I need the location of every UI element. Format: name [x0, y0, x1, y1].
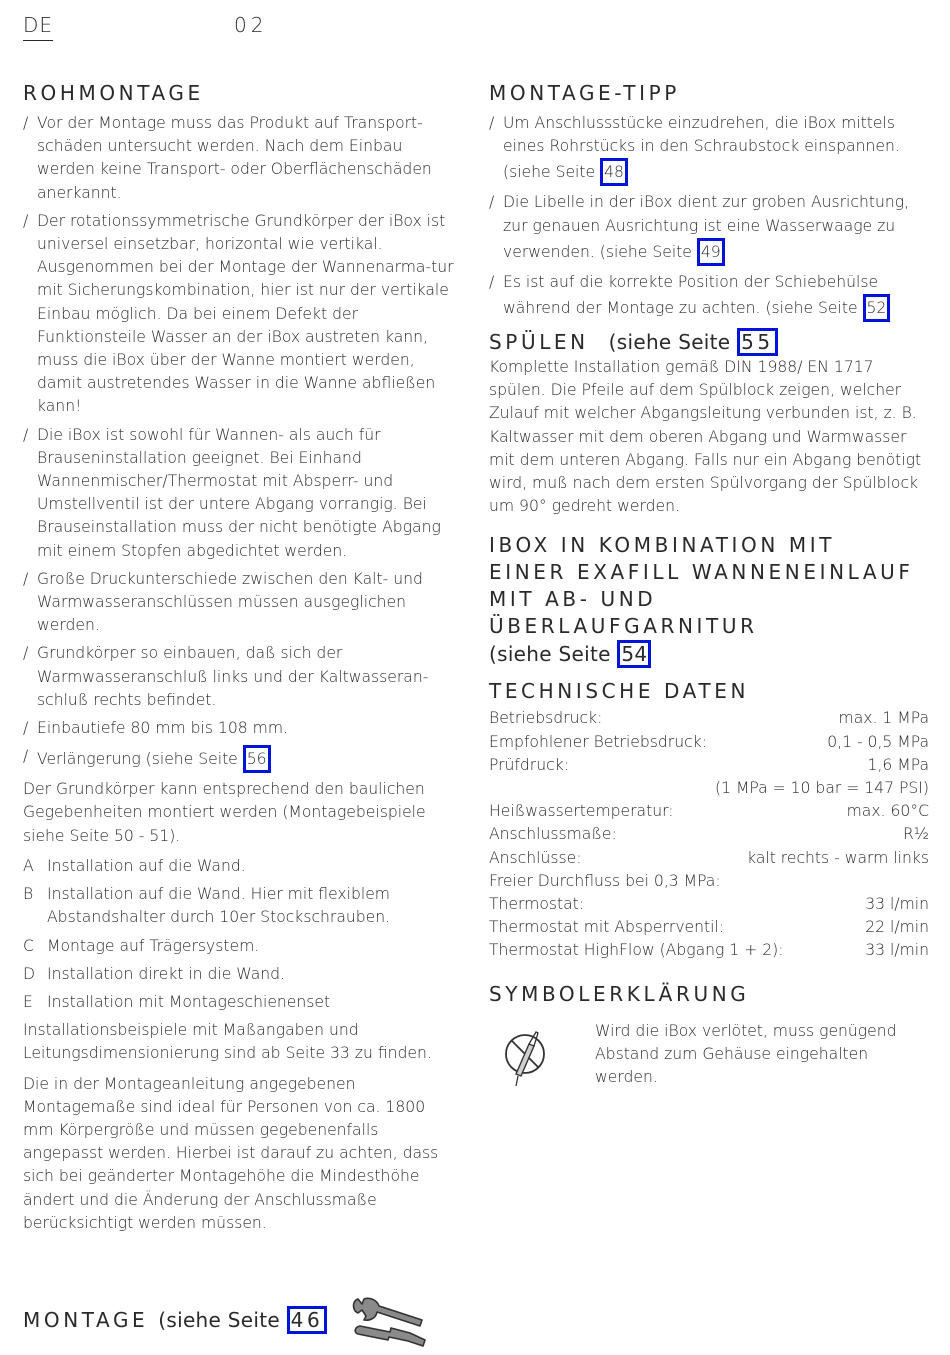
page-link-56[interactable]: 56 [243, 745, 271, 773]
tech-value: 33 l/min [865, 895, 929, 914]
ibox-title-line-3: MIT AB- UND ÜBERLAUFGARNITUR [489, 587, 758, 639]
tech-label: Anschlussmaße: [489, 825, 617, 844]
wrench-screwdriver-icon [350, 1296, 428, 1348]
tech-row [489, 939, 929, 962]
symbolerklaerung-heading: SYMBOLERKLÄRUNG [489, 981, 750, 1006]
tipp-bullet-3-text: Es ist auf die korrekte Position der Schiebehülse während der Montage zu achten. (siehe Seite [503, 272, 879, 318]
list-item-b [23, 883, 455, 929]
tech-label: Thermostat: [489, 895, 585, 914]
list-text: Installation direkt in die Wand. [47, 964, 285, 983]
technische-daten-heading: TECHNISCHE DATEN [489, 679, 750, 704]
tipp-bullet-2-text: Die Libelle in der iBox dient zur groben Ausrichtung, zur genauen Ausrichtung ist eine Wasserwaage zu verwenden. (siehe Seite [503, 193, 910, 261]
rohmontage-paragraph-3: Die in der Montageanleitung angegebenen Montagemaße sind ideal für Personen von ca. 1800 mm Körpergröße und müssen gegebenenfalls angepasst werden. Hierbei ist darauf zu achten, dass sich bei geänderter Montagehöhe die Mindesthöhe ändert und die Änderung der Anschlussmaße berücksichtigt werden müssen. [23, 1074, 439, 1232]
list-item-c [23, 935, 455, 958]
tipp-bullet-2 [489, 191, 929, 265]
tech-value: kalt rechts - warm links [747, 848, 929, 867]
tech-row [489, 870, 929, 893]
rohmontage-paragraph-1: Der Grundkörper kann entsprechend den baulichen Gegebenheiten montiert werden (Montagebeispiele siehe Seite 50 - 51). [23, 780, 426, 845]
tipp-bullet-1 [489, 112, 929, 186]
list-item-d [23, 963, 455, 986]
tech-row [489, 916, 929, 939]
spuelen-heading [489, 328, 929, 356]
rohmontage-heading: ROHMONTAGE [23, 81, 204, 105]
page-link-55[interactable]: 55 [737, 328, 778, 356]
list-text: Installation mit Montageschienenset [47, 992, 331, 1011]
tech-row [489, 731, 929, 754]
rohmontage-bullet-1: / Vor der Montage muss das Produkt auf Transport-schäden untersucht werden. Nach dem Einbau werden keine Transport- oder Oberflächenschäden anerkannt. [23, 112, 455, 205]
tech-label: Freier Durchfluss bei 0,3 MPa: [489, 871, 721, 890]
montage-title: MONTAGE [23, 1307, 149, 1332]
montage-heading [23, 1306, 327, 1334]
tech-label: Anschlüsse: [489, 848, 582, 867]
rohmontage-bullet-2: / Der rotationssymmetrische Grundkörper der iBox ist universel einsetzbar, horizontal wie vertikal. Ausgenommen bei der Montage der Wannenarma-tur mit Sicherungskombination, hier ist nur der vertikale Einbau möglich. Da bei einem Defekt der Funktionsteile Wasser an der iBox austreten kann, muss die iBox über der Wanne montiert werden, damit austretendes Wasser in die Wanne abfließen kann! [23, 210, 455, 419]
tech-label: Thermostat mit Absperrventil: [489, 918, 725, 937]
ibox-heading [489, 532, 929, 668]
tech-row [489, 847, 929, 870]
tech-value: max. 60°C [846, 802, 929, 821]
montage-tipp-heading: MONTAGE-TIPP [489, 81, 680, 105]
tech-row [489, 823, 929, 846]
rohmontage-bullet-6: / Einbautiefe 80 mm bis 108 mm. [23, 717, 455, 740]
ibox-ref: (siehe Seite [489, 642, 618, 667]
ibox-title-line-1: IBOX IN KOMBINATION MIT [489, 533, 836, 558]
list-text: Installation auf die Wand. [47, 856, 246, 875]
page-link-52[interactable]: 52 [863, 294, 891, 322]
tech-value: 22 l/min [865, 918, 929, 937]
list-letter: A [23, 856, 34, 875]
tipp-bullet-3 [489, 271, 929, 322]
rohmontage-paragraph-2: Installationsbeispiele mit Maßangaben und Leitungsdimensionierung sind ab Seite 33 zu finden. [23, 1021, 432, 1063]
list-text: Montage auf Trägersystem. [47, 936, 260, 955]
tech-value: max. 1 MPa [838, 709, 929, 728]
tech-value: R½ [903, 825, 929, 844]
list-letter: D [23, 964, 36, 983]
left-column [23, 80, 455, 1242]
rohmontage-bullet-verlaengerung [23, 745, 455, 773]
tech-value: 1,6 MPa [867, 755, 929, 774]
list-item-e [23, 991, 455, 1014]
tipp-bullet-1-text: Um Anschlussstücke einzudrehen, die iBox mittels eines Rohrstücks in den Schraubstock einspannen. (siehe Seite [503, 114, 900, 182]
no-soldering-icon [505, 1030, 551, 1090]
symbol-entry [489, 1020, 929, 1090]
tech-value: 0,1 - 0,5 MPa [827, 732, 929, 751]
tech-row [489, 800, 929, 823]
montage-ref: (siehe Seite [158, 1307, 287, 1332]
tech-value: (1 MPa = 10 bar = 147 PSI) [714, 779, 929, 798]
page-link-54[interactable]: 54 [617, 640, 651, 668]
spuelen-ref: (siehe Seite [608, 330, 738, 355]
list-letter: C [23, 936, 34, 955]
tech-label: Thermostat HighFlow (Abgang 1 + 2): [489, 941, 784, 960]
tech-value: 33 l/min [865, 941, 929, 960]
list-letter: E [23, 992, 33, 1011]
rohmontage-bullet-3: / Die iBox ist sowohl für Wannen- als auch für Brauseninstallation geeignet. Bei Einhand Wannenmischer/Thermostat mit Absperr- und Umstellventil ist der untere Abgang vorrangig. Bei Brauseinstallation muss der nicht benötigte Abgang mit einem Stopfen abgedichtet werden. [23, 424, 455, 563]
rohmontage-bullet-5: / Grundkörper so einbauen, daß sich der Warmwasseranschluß links und der Kaltwasseran-schluß rechts befindet. [23, 642, 455, 712]
tech-label: Prüfdruck: [489, 755, 569, 774]
page-link-46[interactable]: 46 [287, 1306, 328, 1334]
tech-table [489, 707, 929, 962]
rohmontage-bullet-4: / Große Druckunterschiede zwischen den Kalt- und Warmwasseranschlüssen müssen ausgeglichen werden. [23, 568, 455, 638]
ibox-title-line-2: EINER EXAFILL WANNENEINLAUF [489, 560, 914, 585]
tech-row [489, 754, 929, 777]
spuelen-title: SPÜLEN [489, 330, 589, 355]
tech-label: Empfohlener Betriebsdruck: [489, 732, 707, 751]
tech-label: Heißwassertemperatur: [489, 802, 674, 821]
tech-row [489, 777, 929, 800]
tech-row [489, 893, 929, 916]
page-link-48[interactable]: 48 [600, 158, 628, 186]
right-column [489, 80, 929, 1090]
list-letter: B [23, 885, 34, 904]
spuelen-text: Komplette Installation gemäß DIN 1988/ EN 1717 spülen. Die Pfeile auf dem Spülblock zeigen, welcher Zulauf mit welcher Abgangsleitung verbunden ist, z. B. Kaltwasser mit dem oberen Abgang und Warmwasser mit dem unteren Abgang. Falls nur ein Abgang benötigt wird, muß nach dem ersten Spülvorgang der Spülblock um 90° gedreht werden. [489, 358, 922, 516]
ibox-ref-line [489, 640, 929, 668]
verlaengerung-text: Verlängerung (siehe Seite [37, 750, 243, 769]
list-item-a [23, 855, 455, 878]
list-text: Installation auf die Wand. Hier mit flexiblem Abstandshalter durch 10er Stockschrauben. [47, 885, 391, 927]
montage-section [23, 1296, 428, 1348]
page-number: 02 [234, 13, 268, 37]
tech-row [489, 707, 929, 730]
tech-label: Betriebsdruck: [489, 709, 603, 728]
language-code: DE [23, 13, 54, 37]
page-link-49[interactable]: 49 [697, 238, 725, 266]
symbol-text: Wird die iBox verlötet, muss genügend Abstand zum Gehäuse eingehalten werden. [595, 1021, 897, 1087]
